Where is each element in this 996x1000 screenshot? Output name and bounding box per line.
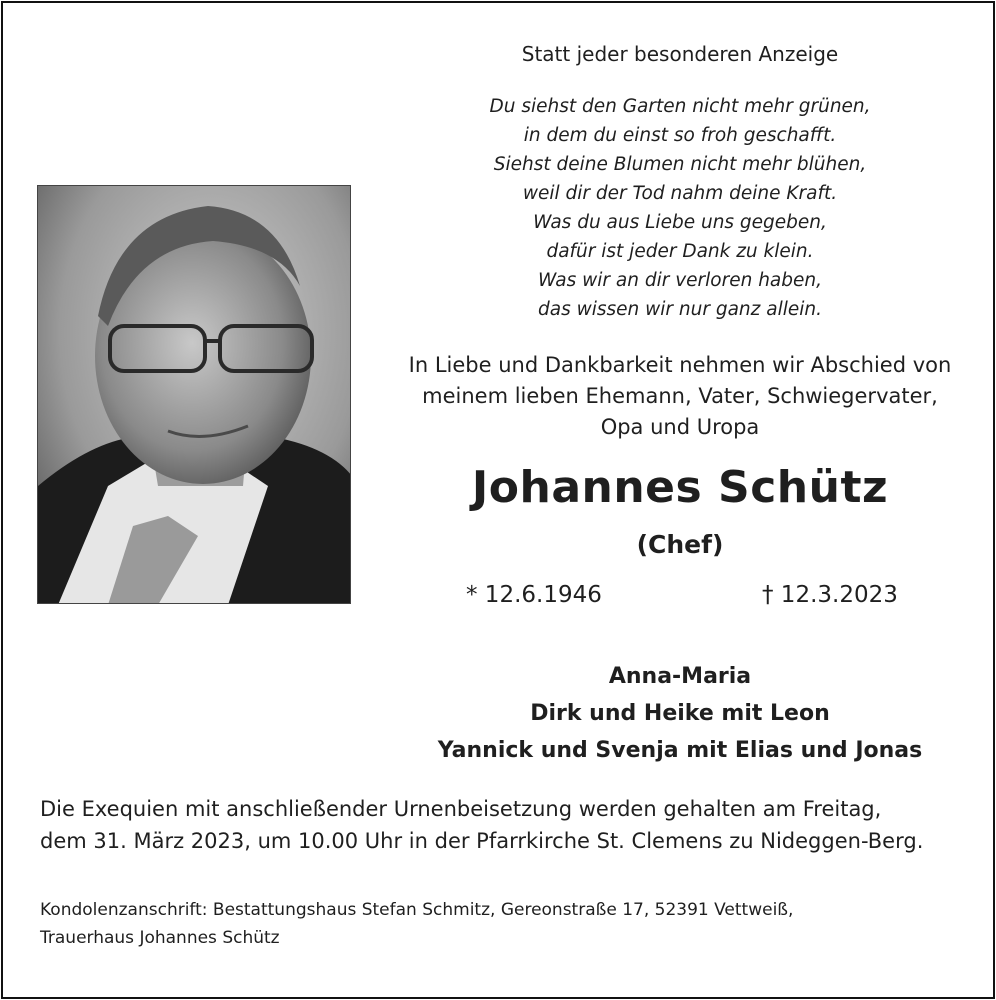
poem-line: in dem du einst so froh geschafft. (523, 125, 837, 146)
poem-line: Siehst deine Blumen nicht mehr blühen, (493, 154, 867, 175)
death-date: † 12.3.2023 (762, 582, 898, 608)
service-line: Die Exequien mit anschließender Urnenbeisetzung werden gehalten am Freitag, (40, 797, 882, 821)
deceased-name: Johannes Schütz (471, 462, 889, 513)
birth-date: * 12.6.1946 (466, 582, 602, 608)
condolence-line: Trauerhaus Johannes Schütz (40, 928, 280, 948)
portrait-photo (37, 185, 351, 604)
mourner-line: Anna-Maria (608, 664, 752, 689)
poem-line: Was du aus Liebe uns gegeben, (533, 212, 827, 233)
poem-line: dafür ist jeder Dank zu klein. (546, 241, 814, 262)
intro-line: Opa und Uropa (600, 415, 760, 439)
poem-line: weil dir der Tod nahm deine Kraft. (522, 183, 838, 204)
notice-heading: Statt jeder besonderen Anzeige (521, 42, 839, 66)
mourners-list (380, 658, 980, 769)
poem-line: Was wir an dir verloren haben, (538, 270, 822, 291)
mourner-line: Dirk und Heike mit Leon (530, 701, 830, 726)
farewell-intro (380, 350, 980, 443)
mourner-line: Yannick und Svenja mit Elias und Jonas (437, 738, 923, 763)
service-line: dem 31. März 2023, um 10.00 Uhr in der Pfarrkirche St. Clemens zu Nideggen-Berg. (40, 829, 924, 853)
service-details (40, 793, 970, 857)
deceased-nickname: (Chef) (636, 530, 724, 559)
intro-line: meinem lieben Ehemann, Vater, Schwiegervater, (422, 384, 938, 408)
poem-line: Du siehst den Garten nicht mehr grünen, (489, 96, 871, 117)
memorial-poem (380, 92, 980, 324)
intro-line: In Liebe und Dankbarkeit nehmen wir Abschied von (408, 353, 952, 377)
condolence-address (40, 896, 970, 952)
condolence-line: Kondolenzanschrift: Bestattungshaus Stefan Schmitz, Gereonstraße 17, 52391 Vettweiß, (40, 900, 794, 920)
poem-line: das wissen wir nur ganz allein. (538, 299, 822, 320)
